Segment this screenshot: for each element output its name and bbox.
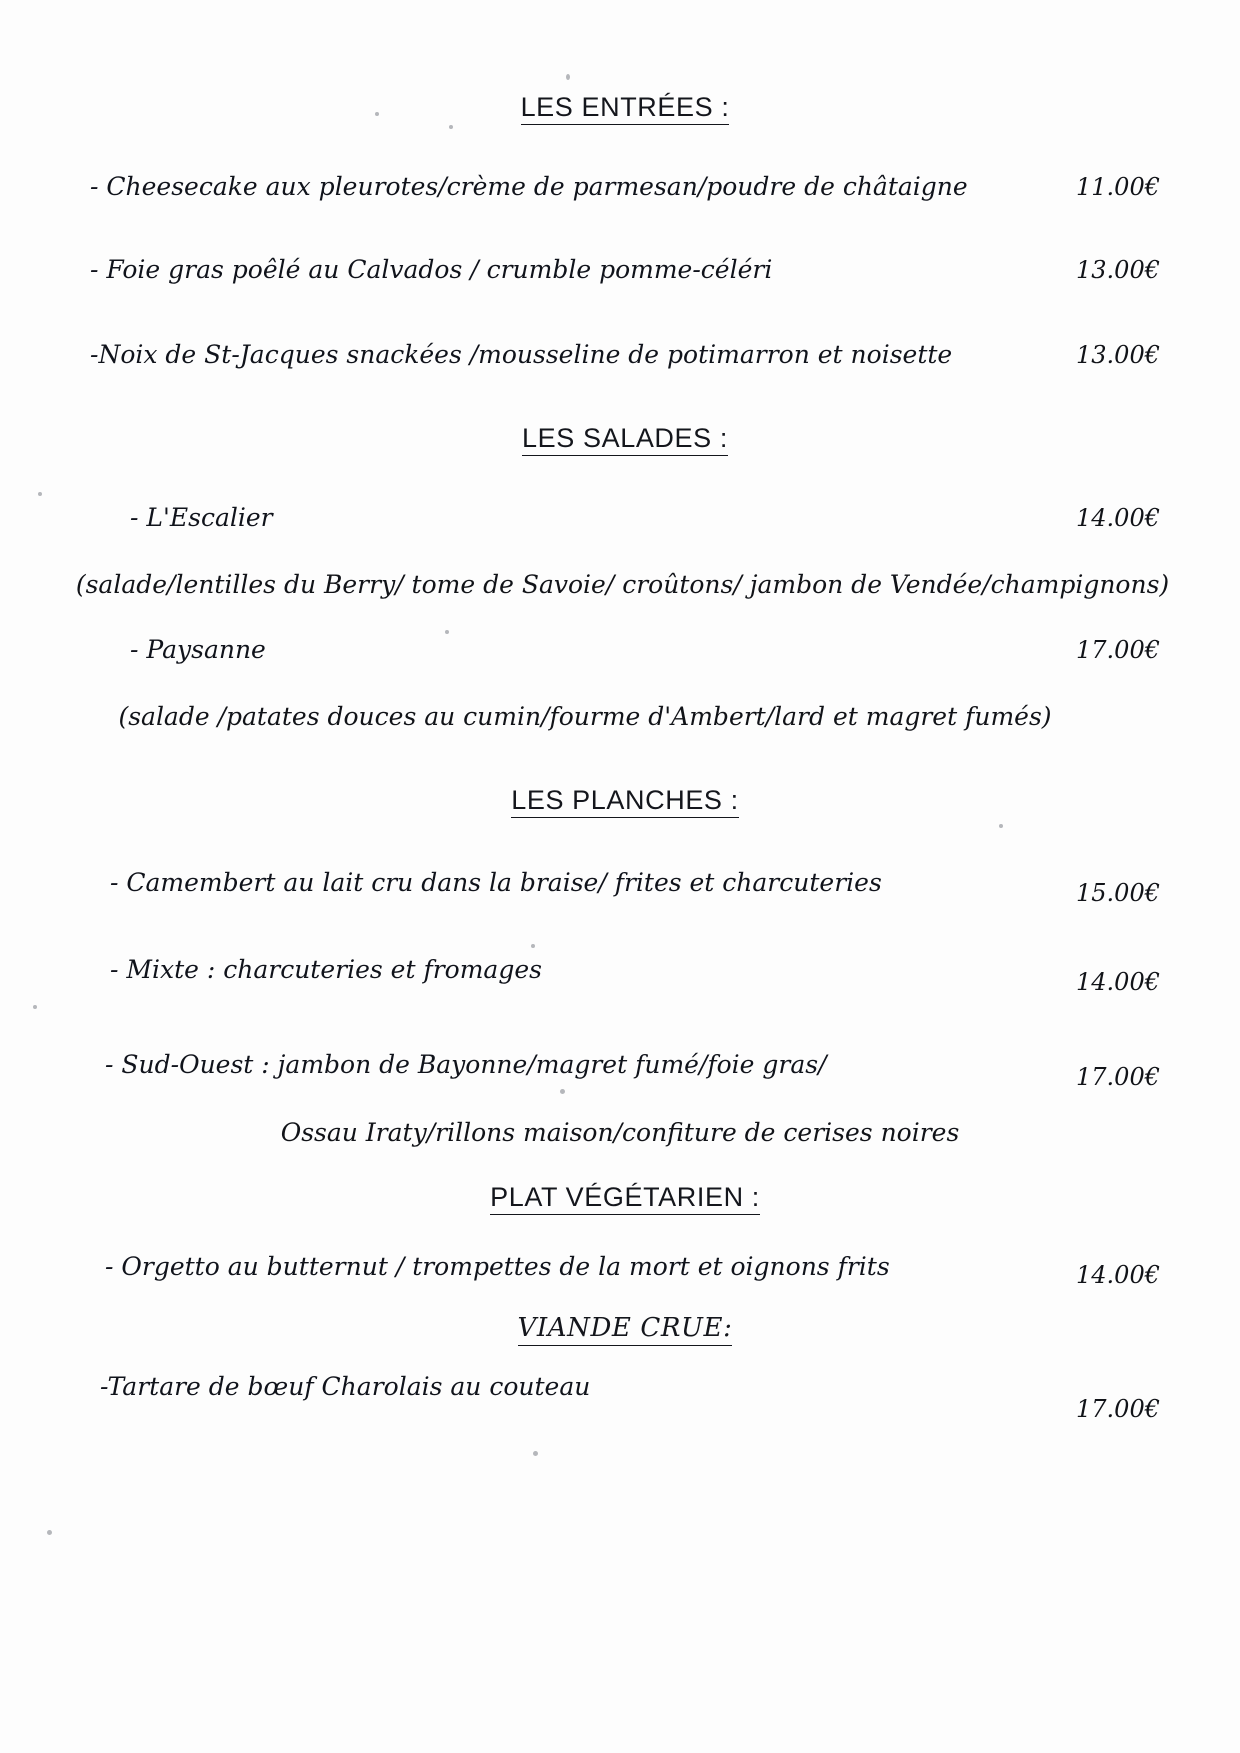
section-title-vegetarien: PLAT VÉGÉTARIEN : bbox=[90, 1182, 1160, 1213]
planches-item-3 bbox=[105, 1050, 1160, 1091]
scan-speck bbox=[47, 1530, 52, 1535]
item-name: - Mixte : charcuteries et fromages bbox=[110, 955, 542, 984]
scan-speck bbox=[38, 492, 42, 496]
item-price: 17.00€ bbox=[1076, 1063, 1160, 1091]
vegetarien-item-1 bbox=[105, 1252, 1160, 1289]
section-entrees bbox=[90, 92, 1160, 123]
item-price: 11.00€ bbox=[1076, 173, 1160, 201]
item-price: 14.00€ bbox=[1076, 504, 1160, 532]
salades-item-2 bbox=[130, 635, 1160, 664]
item-price: 14.00€ bbox=[1076, 968, 1160, 996]
planches-item-1 bbox=[110, 868, 1160, 907]
item-name: -Noix de St-Jacques snackées /mousseline de potimarron et noisette bbox=[90, 340, 953, 369]
planches-item-2 bbox=[110, 955, 1160, 996]
item-name: - Cheesecake aux pleurotes/crème de parmesan/poudre de châtaigne bbox=[90, 172, 968, 201]
scan-speck bbox=[560, 1089, 565, 1094]
section-title-salades: LES SALADES : bbox=[90, 423, 1160, 454]
item-name: - Paysanne bbox=[130, 635, 266, 664]
item-name: - Orgetto au butternut / trompettes de la mort et oignons frits bbox=[105, 1252, 890, 1281]
scan-speck bbox=[449, 125, 453, 129]
section-vegetarien bbox=[90, 1182, 1160, 1213]
entrees-item-1 bbox=[90, 172, 1160, 201]
item-price: 14.00€ bbox=[1076, 1261, 1160, 1289]
scan-speck bbox=[533, 1451, 538, 1456]
item-name: - Sud-Ouest : jambon de Bayonne/magret fumé/foie gras/ bbox=[105, 1050, 827, 1079]
entrees-item-3 bbox=[90, 340, 1160, 369]
item-name: -Tartare de bœuf Charolais au couteau bbox=[100, 1372, 591, 1401]
item-price: 13.00€ bbox=[1076, 256, 1160, 284]
entrees-item-2 bbox=[90, 255, 1160, 284]
scan-speck bbox=[33, 1005, 37, 1009]
section-salades bbox=[90, 423, 1160, 454]
item-price: 17.00€ bbox=[1076, 1395, 1160, 1423]
scan-speck bbox=[531, 944, 535, 948]
section-title-planches: LES PLANCHES : bbox=[90, 785, 1160, 816]
scan-speck bbox=[566, 74, 570, 80]
scan-speck bbox=[445, 630, 449, 634]
salades-item-1 bbox=[130, 503, 1160, 532]
item-name: - Camembert au lait cru dans la braise/ frites et charcuteries bbox=[110, 868, 882, 897]
salades-item-1-subtitle: (salade/lentilles du Berry/ tome de Savoie/ croûtons/ jambon de Vendée/champignons) bbox=[75, 570, 1170, 599]
item-price: 15.00€ bbox=[1076, 879, 1160, 907]
viande-crue-item-1 bbox=[100, 1372, 1160, 1423]
item-name: - L'Escalier bbox=[130, 503, 273, 532]
item-price: 17.00€ bbox=[1076, 636, 1160, 664]
planches-item-3-continuation: Ossau Iraty/rillons maison/confiture de cerises noires bbox=[280, 1118, 960, 1147]
section-title-entrees: LES ENTRÉES : bbox=[90, 92, 1160, 123]
salades-item-2-subtitle: (salade /patates douces au cumin/fourme d'Ambert/lard et magret fumés) bbox=[118, 702, 1052, 731]
section-planches bbox=[90, 785, 1160, 816]
section-viande-crue bbox=[90, 1312, 1160, 1343]
section-title-viande-crue: VIANDE CRUE: bbox=[90, 1312, 1160, 1343]
item-name: - Foie gras poêlé au Calvados / crumble pomme-céléri bbox=[90, 255, 773, 284]
item-price: 13.00€ bbox=[1076, 341, 1160, 369]
scan-speck bbox=[999, 824, 1003, 828]
